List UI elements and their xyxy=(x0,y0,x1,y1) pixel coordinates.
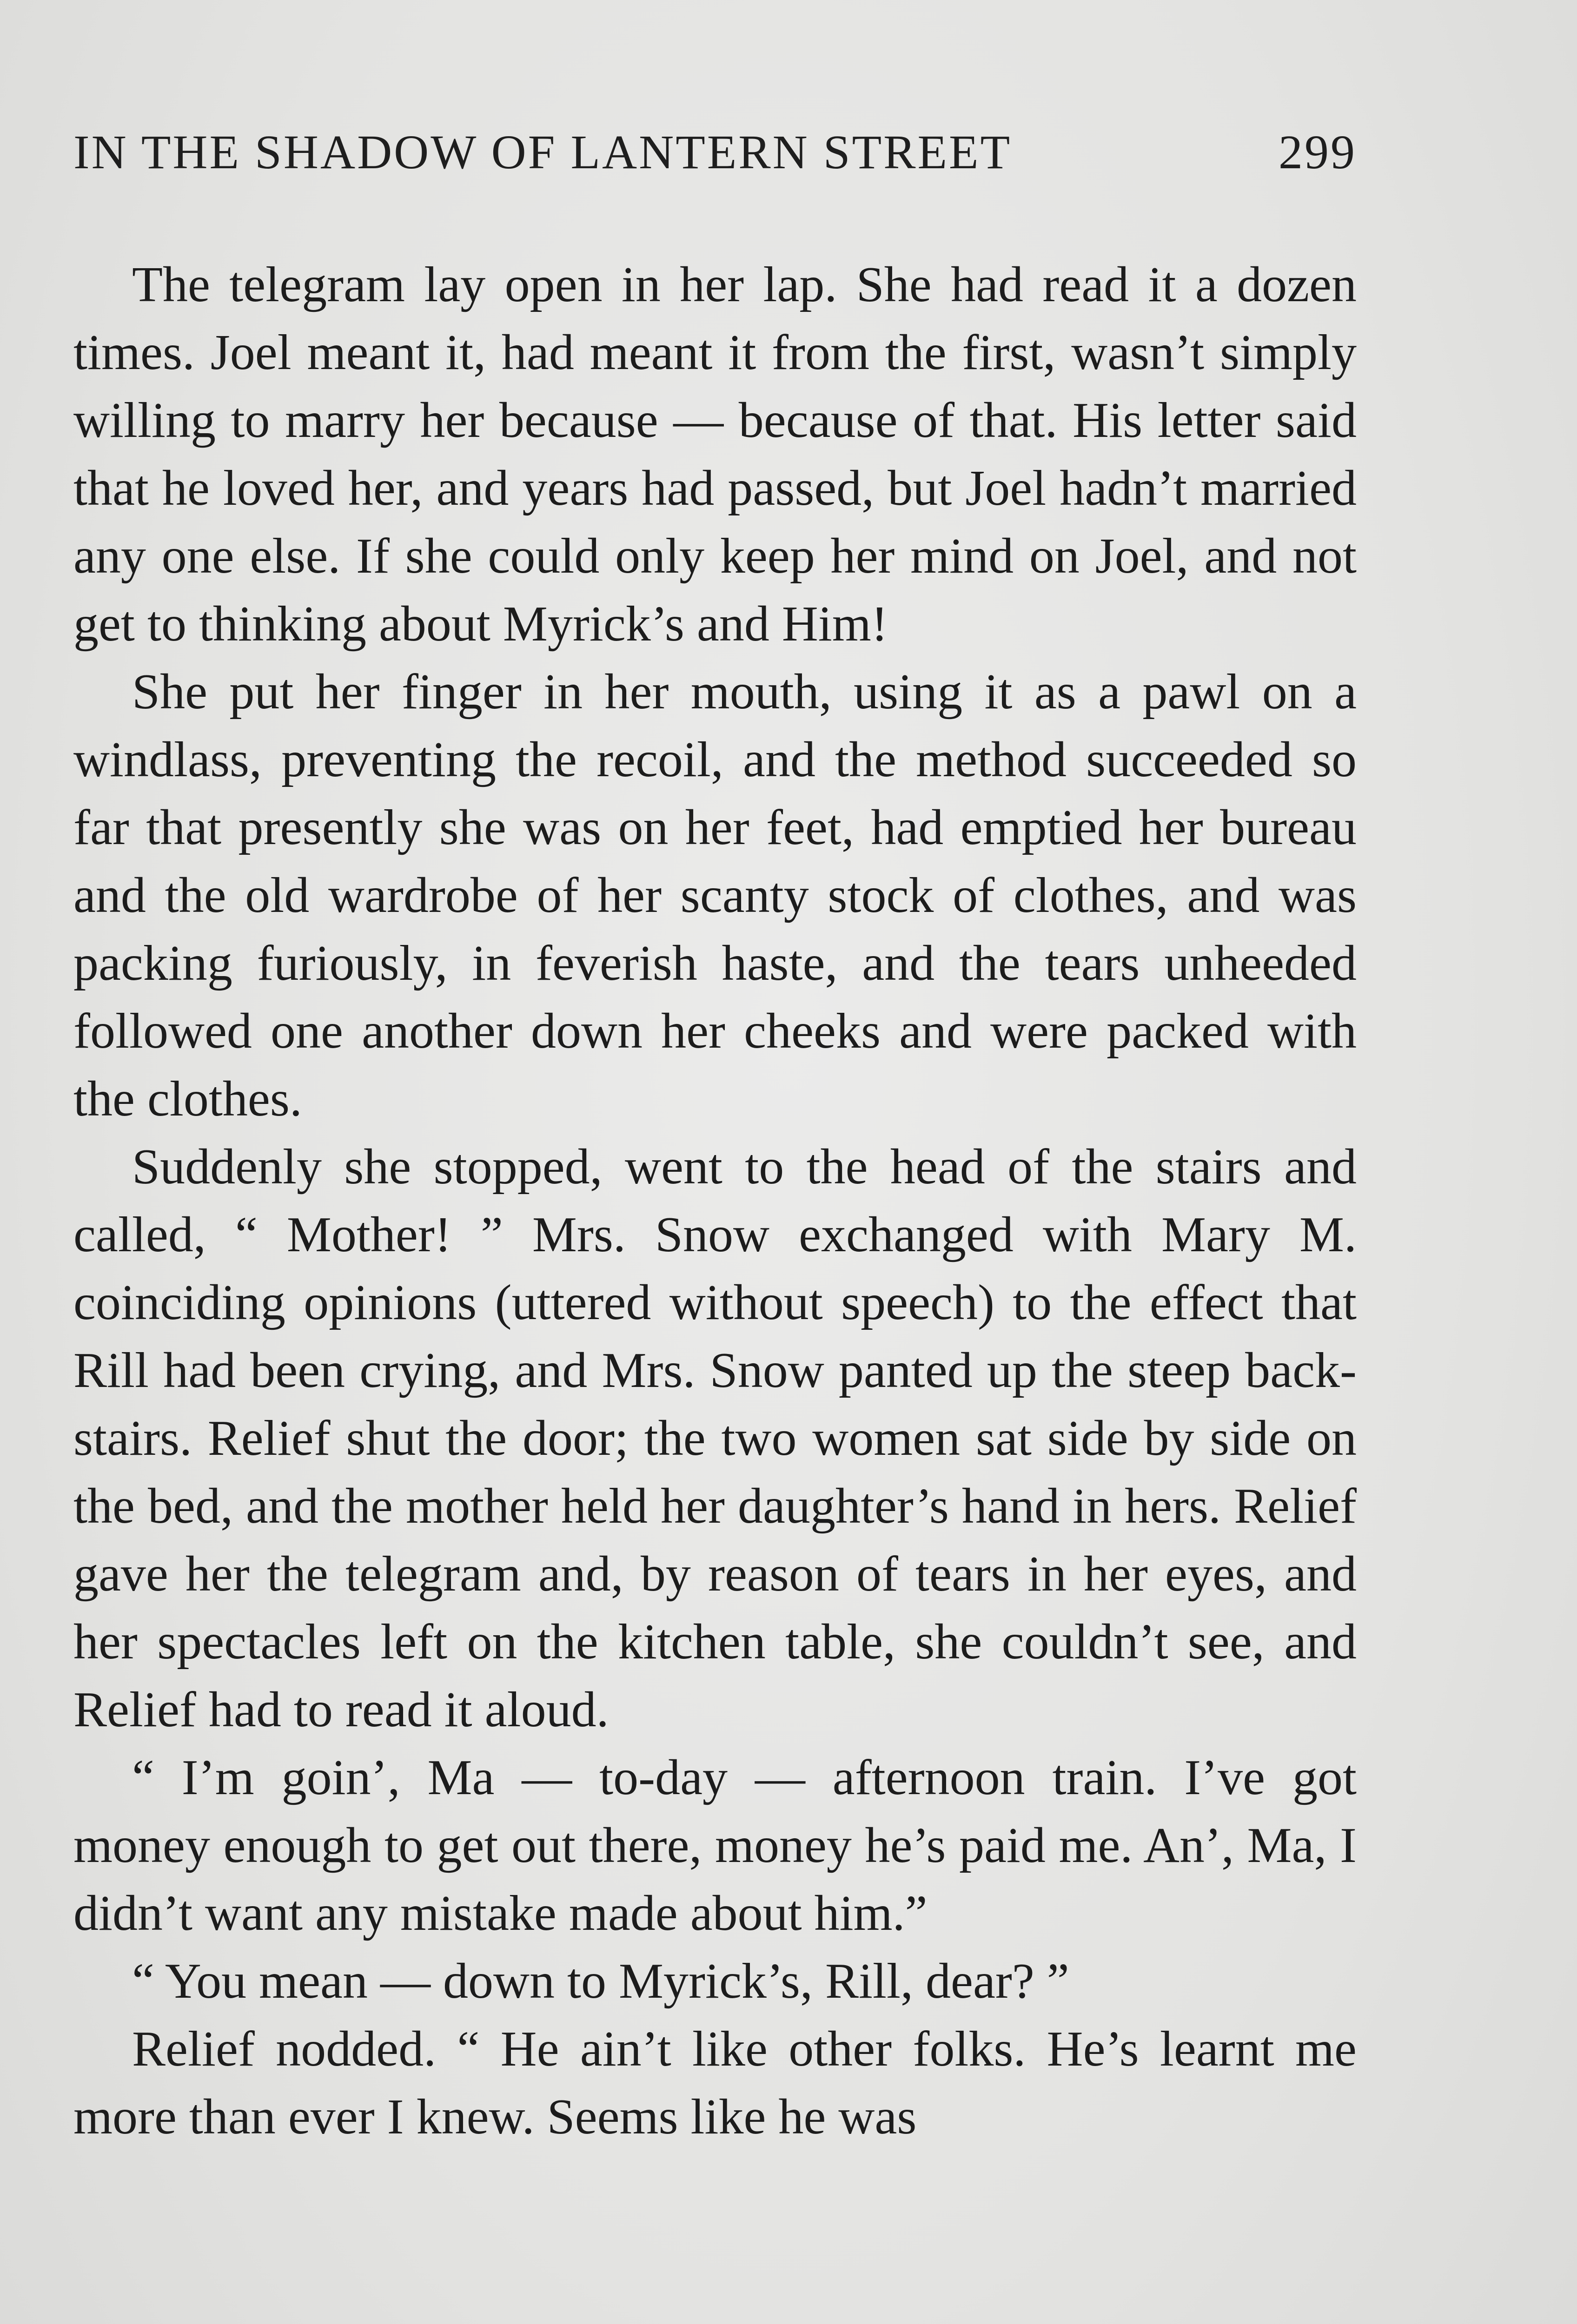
running-title: IN THE SHADOW OF LANTERN STREET xyxy=(73,125,1012,179)
paragraph: “ I’m goin’, Ma — to-day — afternoon train. I’ve got money enough to get out there, money he’s paid me. An’, Ma, I didn’t want any mistake made about him.” xyxy=(73,1750,1357,1941)
paragraph: “ You mean — down to Myrick’s, Rill, dear? ” xyxy=(132,1954,1069,2009)
paragraph: She put her finger in her mouth, using it as a pawl on a windlass, preventing the recoil, and the method succeeded so far that presently she was on her feet, had emptied her bureau and the old wardrobe of her scanty stock of clothes, and was packing furiously, in feverish haste, and the tears unheeded followed one another down her cheeks and were packed with the clothes. xyxy=(73,664,1357,1127)
running-head xyxy=(73,125,1357,190)
paragraph: Relief nodded. “ He ain’t like other folks. He’s learnt me more than ever I knew. Seems like he was xyxy=(73,2021,1357,2145)
paragraph: Suddenly she stopped, went to the head of the stairs and called, “ Mother! ” Mrs. Snow exchanged with Mary M. coinciding opinions (uttered without speech) to the effect that Rill had been crying, and Mrs. Snow panted up the steep back-stairs. Relief shut the door; the two women sat side by side on the bed, and the mother held her daughter’s hand in hers. Relief gave her the telegram and, by reason of tears in her eyes, and her spectacles left on the kitchen table, she couldn’t see, and Relief had to read it aloud. xyxy=(73,1139,1357,1737)
page-number: 299 xyxy=(1279,125,1357,179)
paragraph: The telegram lay open in her lap. She had read it a dozen times. Joel meant it, had meant it from the first, wasn’t simply willing to marry her because — because of that. His letter said that he loved her, and years had passed, but Joel hadn’t married any one else. If she could only keep her mind on Joel, and not get to thinking about Myrick’s and Him! xyxy=(73,257,1357,652)
body-text xyxy=(73,251,1357,2151)
